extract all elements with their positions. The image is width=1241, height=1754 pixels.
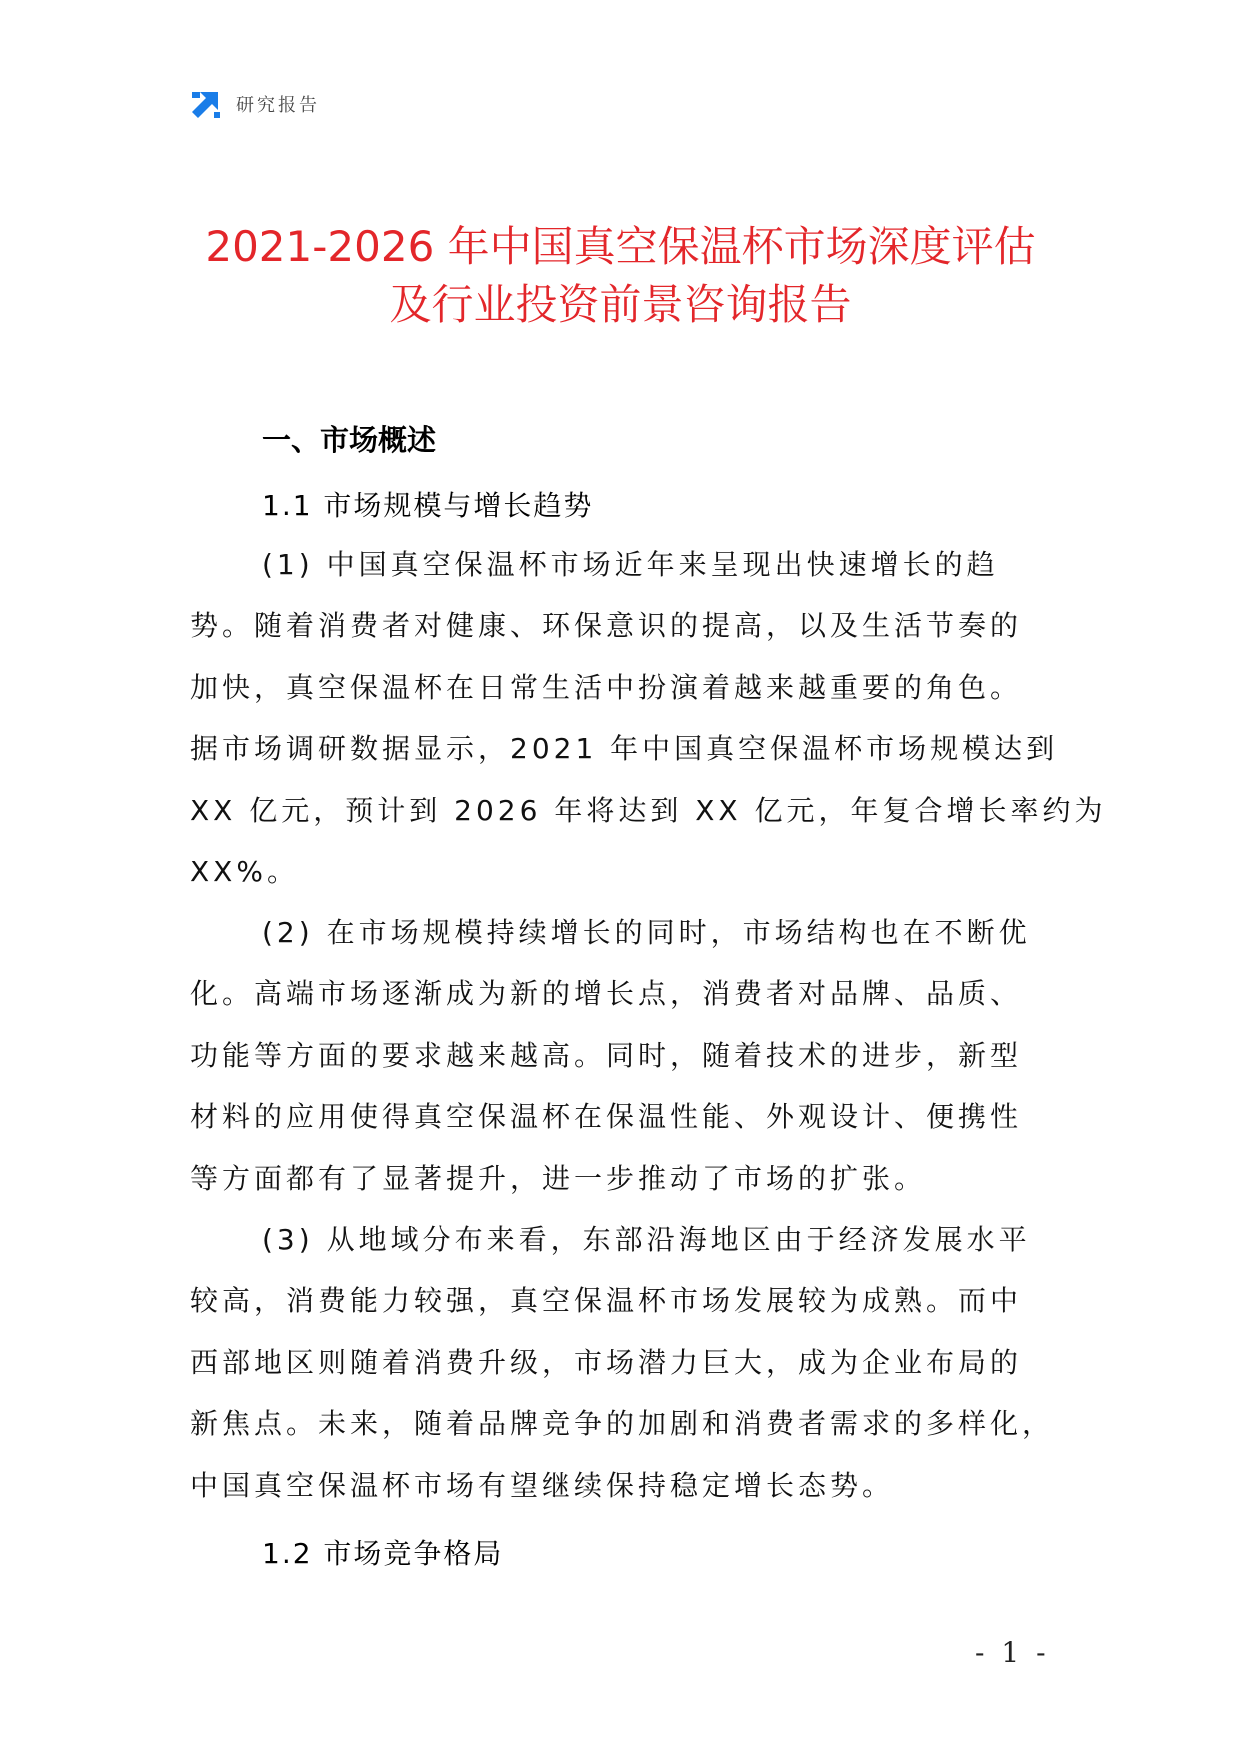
arrow-logo-icon [190,88,222,120]
subsection-heading-1-1: 1.1 市场规模与增长趋势 [262,489,594,522]
title-line-2: 及行业投资前景咨询报告 [389,280,852,329]
text-line: 据市场调研数据显示，2021 年中国真空保温杯市场规模达到 [190,732,1059,766]
text-line: 新焦点。未来，随着品牌竞争的加剧和消费者需求的多样化， [190,1407,1055,1441]
text-line: XX%。 [190,855,299,889]
text-line: 势。随着消费者对健康、环保意识的提高，以及生活节奏的 [190,609,1023,643]
report-title [150,218,1091,334]
text-line: (1) 中国真空保温杯市场近年来呈现出快速增长的趋 [262,548,999,581]
text-line: (2) 在市场规模持续增长的同时，市场结构也在不断优 [262,916,1031,949]
text-line: 西部地区则随着消费升级，市场潜力巨大，成为企业布局的 [190,1345,1023,1379]
text-line: 化。高端市场逐渐成为新的增长点，消费者对品牌、品质、 [190,977,1023,1011]
subsection-heading-1-2: 1.2 市场竞争格局 [262,1537,504,1570]
text-line: 较高，消费能力较强，真空保温杯市场发展较为成熟。而中 [190,1284,1023,1318]
report-header [190,88,320,120]
text-line: 材料的应用使得真空保温杯在保温性能、外观设计、便携性 [190,1100,1023,1134]
text-line: 中国真空保温杯市场有望继续保持稳定增长态势。 [190,1468,895,1502]
paragraph-1 [190,534,1107,902]
paragraph-3 [190,1209,1055,1516]
text-line: (3) 从地域分布来看，东部沿海地区由于经济发展水平 [262,1223,1031,1256]
text-line: 等方面都有了显著提升，进一步推动了市场的扩张。 [190,1161,927,1195]
paragraph-2 [190,902,1050,1209]
header-label: 研究报告 [236,95,320,116]
title-line-1: 2021-2026 年中国真空保温杯市场深度评估 [205,222,1036,271]
section-heading: 一、市场概述 [262,423,437,457]
text-line: XX 亿元，预计到 2026 年将达到 XX 亿元，年复合增长率约为 [190,793,1107,827]
page-number: - 1 - [975,1636,1050,1669]
text-line: 功能等方面的要求越来越高。同时，随着技术的进步，新型 [190,1038,1023,1072]
text-line: 加快，真空保温杯在日常生活中扮演着越来越重要的角色。 [190,670,1023,704]
